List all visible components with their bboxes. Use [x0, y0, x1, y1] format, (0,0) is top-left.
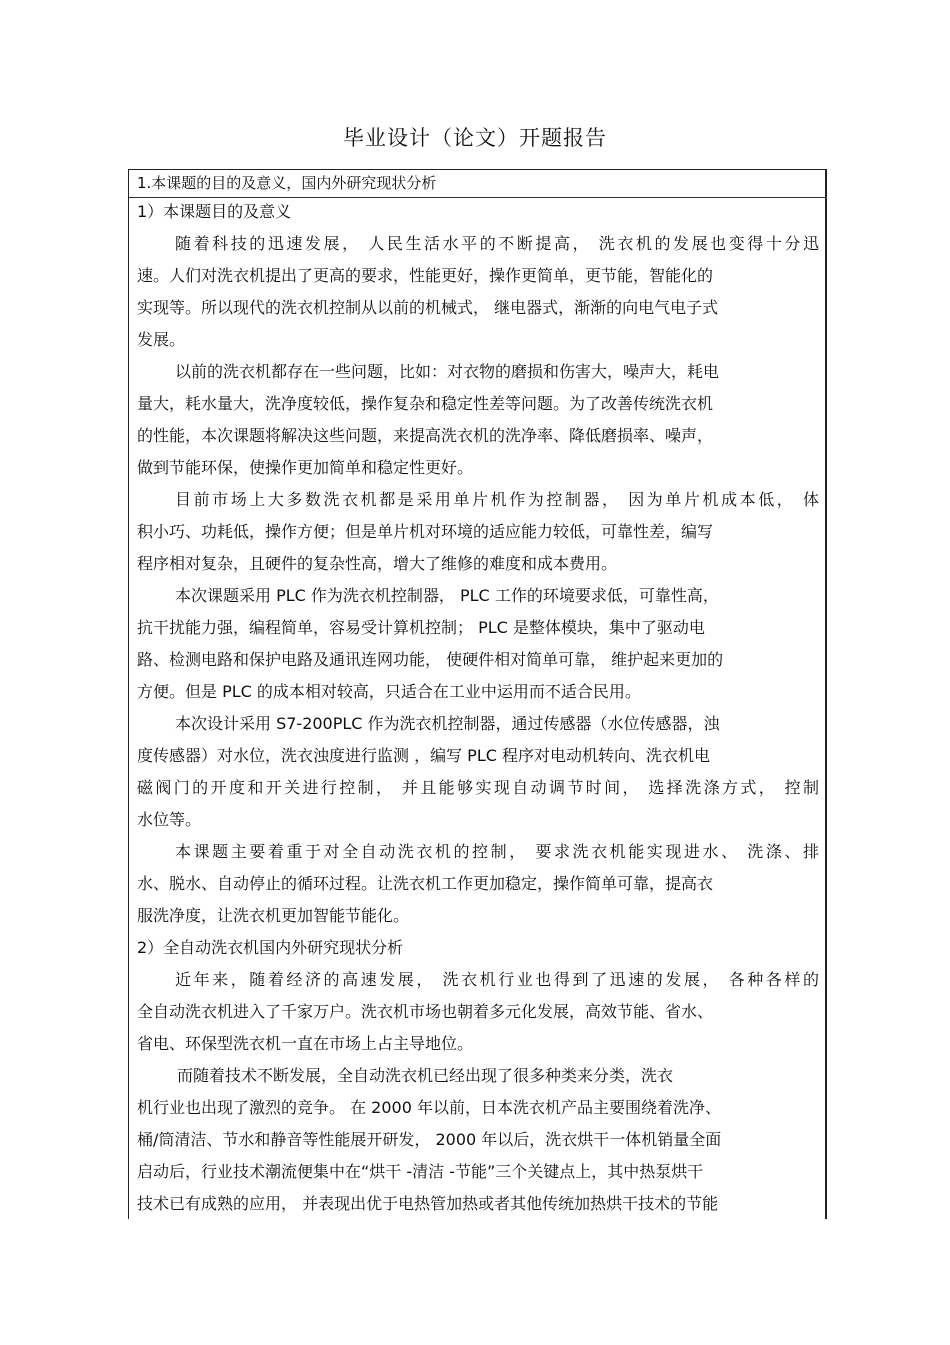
- paragraph-line: 本次设计采用 S7-200PLC 作为洗衣机控制器，通过传感器（水位传感器，浊: [175, 714, 720, 733]
- paragraph-line: 速。人们对洗衣机提出了更高的要求，性能更好，操作更简单，更节能，智能化的: [137, 266, 714, 285]
- paragraph-line: 随着科技的迅速发展， 人民生活水平的不断提高， 洗衣机的发展也变得十分迅: [175, 234, 819, 253]
- paragraph-line: 机行业也出现了激烈的竞争。 在 2000 年以前，日本洗衣机产品主要围绕着洗净、: [137, 1098, 721, 1117]
- paragraph-line: 抗干扰能力强，编程简单，容易受计算机控制； PLC 是整体模块，集中了驱动电: [137, 618, 705, 637]
- paragraph-line: 方便。但是 PLC 的成本相对较高，只适合在工业中运用而不适合民用。: [137, 682, 641, 701]
- subheading-purpose: 1）本课题目的及意义: [137, 202, 292, 221]
- paragraph-line: 服洗净度，让洗衣机更加智能节能化。: [137, 906, 410, 925]
- paragraph-line: 以前的洗衣机都存在一些问题，比如：对衣物的磨损和伤害大，噪声大，耗电: [175, 362, 720, 381]
- paragraph-line: 程序相对复杂，且硬件的复杂性高，增大了维修的难度和成本费用。: [137, 554, 618, 573]
- paragraph-line: 本课题主要着重于对全自动洗衣机的控制， 要求洗衣机能实现进水、 洗涤、排: [175, 842, 819, 861]
- paragraph-line: 的性能，本次课题将解决这些问题，来提高洗衣机的洗净率、降低磨损率、噪声，: [137, 426, 714, 445]
- paragraph-line: 全自动洗衣机进入了千家万户。洗衣机市场也朝着多元化发展，高效节能、省水、: [137, 1002, 714, 1021]
- paragraph-line: 做到节能环保，使操作更加简单和稳定性更好。: [137, 458, 474, 477]
- paragraph-line: 磁阀门的开度和开关进行控制， 并且能够实现自动调节时间， 选择洗涤方式， 控制: [137, 778, 819, 797]
- subheading-research-status: 2）全自动洗衣机国内外研究现状分析: [137, 938, 404, 957]
- document-title: 毕业设计（论文）开题报告: [343, 126, 607, 150]
- paragraph-line: 启动后，行业技术潮流便集中在“烘干 -清洁 -节能”三个关键点上，其中热泵烘干: [137, 1162, 704, 1181]
- paragraph-line: 而随着技术不断发展，全自动洗衣机已经出现了很多种类来分类，洗衣: [177, 1066, 674, 1085]
- paragraph-line: 技术已有成熟的应用， 并表现出优于电热管加热或者其他传统加热烘干技术的节能: [137, 1194, 719, 1213]
- paragraph-line: 度传感器）对水位，洗衣浊度进行监测 ，编写 PLC 程序对电动机转向、洗衣机电: [137, 746, 710, 765]
- paragraph-line: 桶/筒清洁、节水和静音等性能展开研发， 2000 年以后，洗衣烘干一体机销量全面: [137, 1130, 722, 1149]
- section-header: 1.本课题的目的及意义，国内外研究现状分析: [129, 170, 825, 198]
- paragraph-line: 近年来，随着经济的高速发展， 洗衣机行业也得到了迅速的发展， 各种各样的: [175, 970, 819, 989]
- paragraph-line: 本次课题采用 PLC 作为洗衣机控制器， PLC 工作的环境要求低，可靠性高，: [175, 586, 719, 605]
- paragraph-line: 量大，耗水量大，洗净度较低，操作复杂和稳定性差等问题。为了改善传统洗衣机: [137, 394, 714, 413]
- paragraph-line: 水位等。: [137, 810, 202, 829]
- paragraph-line: 省电、环保型洗衣机一直在市场上占主导地位。: [137, 1034, 474, 1053]
- paragraph-line: 目前市场上大多数洗衣机都是采用单片机作为控制器， 因为单片机成本低， 体: [175, 490, 819, 509]
- paragraph-line: 路、检测电路和保护电路及通讯连网功能， 使硬件相对简单可靠， 维护起来更加的: [137, 650, 724, 669]
- paragraph-line: 水、脱水、自动停止的循环过程。让洗衣机工作更加稳定，操作简单可靠，提高衣: [137, 874, 714, 893]
- paragraph-line: 实现等。所以现代的洗衣机控制从以前的机械式， 继电器式，渐渐的向电气电子式: [137, 298, 719, 317]
- paragraph-line: 积小巧、功耗低，操作方便；但是单片机对环境的适应能力较低，可靠性差，编写: [137, 522, 714, 541]
- paragraph-line: 发展。: [137, 330, 186, 349]
